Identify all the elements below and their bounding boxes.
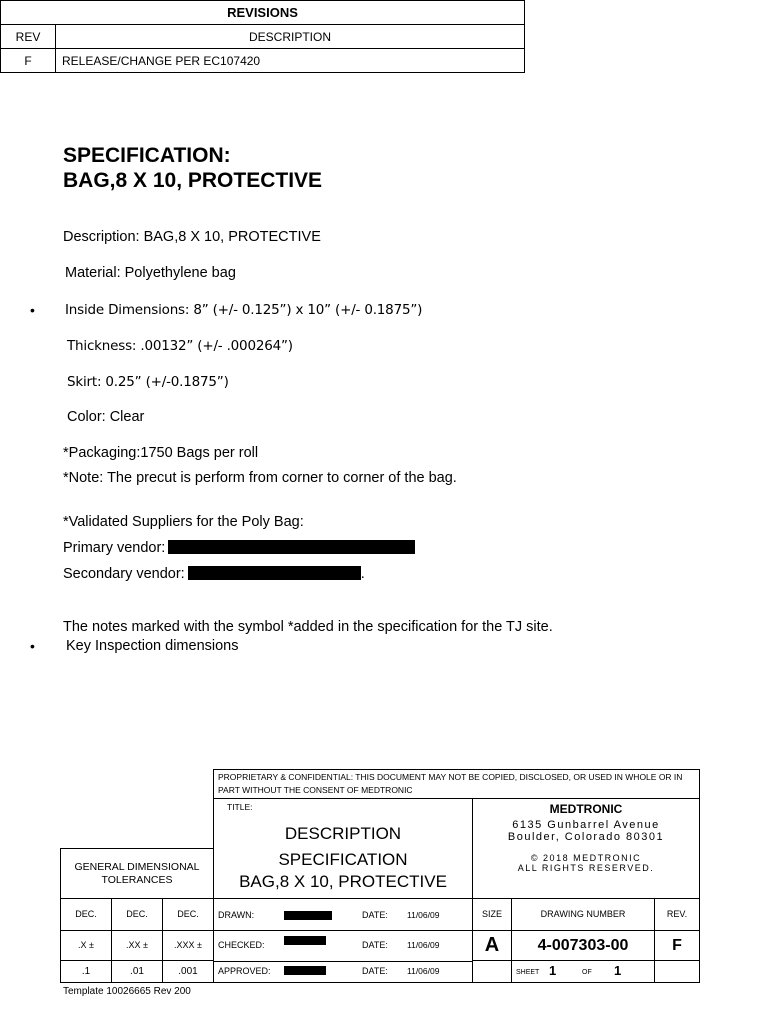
packaging-line: *Packaging:1750 Bags per roll — [63, 445, 259, 461]
secondary-vendor-period: . — [360, 566, 365, 582]
company-box — [472, 798, 700, 899]
of-label: OF — [582, 969, 592, 976]
revisions-heading: REVISIONS — [1, 1, 525, 25]
approved-label: APPROVED: — [218, 966, 271, 976]
primary-vendor-line — [63, 540, 415, 556]
rev-column-header: REV — [1, 25, 56, 49]
spec-title-line2: BAG,8 X 10, PROTECTIVE — [63, 169, 323, 192]
revision-description: RELEASE/CHANGE PER EC107420 — [56, 49, 525, 73]
primary-vendor-label: Primary vendor: — [63, 540, 166, 556]
sheet-label: SHEET — [516, 969, 540, 976]
tol-xxx-label: .XXX ± — [162, 930, 214, 961]
inside-dimensions-line: Inside Dimensions: 8” (+/- 0.125”) x 10” (+/- 0.1875”) — [65, 302, 423, 318]
drawn-date-label: DATE: — [362, 910, 388, 920]
sheet-cell — [511, 960, 655, 983]
tol-xx-label: .XX ± — [111, 930, 163, 961]
dec-label-1: DEC. — [60, 898, 112, 931]
rev-label: REV. — [654, 898, 700, 931]
tol-x-value: .1 — [60, 960, 112, 983]
tj-note-line: The notes marked with the symbol *added in the specification for the TJ site. — [63, 619, 553, 635]
primary-vendor-redaction — [168, 540, 415, 554]
title-line1: DESCRIPTION — [284, 824, 402, 843]
title-line2: SPECIFICATION — [278, 850, 408, 869]
secondary-vendor-label: Secondary vendor: — [63, 566, 185, 582]
rights-reserved: ALL RIGHTS RESERVED. — [517, 863, 655, 873]
tol-x-label: .X ± — [60, 930, 112, 961]
approved-date: 11/06/09 — [407, 966, 440, 976]
spec-title-line1: SPECIFICATION: — [63, 144, 231, 167]
template-footer: Template 10026665 Rev 200 — [63, 986, 191, 997]
title-text — [214, 821, 472, 895]
secondary-vendor-line — [63, 566, 365, 582]
dec-label-2: DEC. — [111, 898, 163, 931]
proprietary-notice: PROPRIETARY & CONFIDENTIAL: THIS DOCUMENT MAY NOT BE COPIED, DISCLOSED, OR USED IN WHOLE OR IN PART WITHOUT THE CONSENT OF MEDTRONIC — [213, 769, 700, 799]
revision-rev: F — [1, 49, 56, 73]
rev-empty-cell — [654, 960, 700, 983]
drawing-number-label: DRAWING NUMBER — [511, 898, 655, 931]
validated-suppliers-line: *Validated Suppliers for the Poly Bag: — [63, 514, 304, 530]
secondary-vendor-redaction — [188, 566, 361, 580]
checked-date-label: DATE: — [362, 940, 388, 950]
checked-label: CHECKED: — [218, 940, 265, 950]
drawing-number: 4-007303-00 — [511, 930, 655, 961]
tol-xxx-value: .001 — [162, 960, 214, 983]
drawn-redaction — [284, 911, 332, 920]
company-address1: 6135 Gunbarrel Avenue — [512, 819, 660, 831]
thickness-line: Thickness: .00132” (+/- .000264”) — [67, 338, 293, 354]
sheet-value: 1 — [549, 963, 557, 978]
description-column-header: DESCRIPTION — [56, 25, 525, 49]
checked-date: 11/06/09 — [407, 940, 440, 950]
of-value: 1 — [614, 963, 622, 978]
color-line: Color: Clear — [67, 409, 145, 425]
size-empty-cell — [472, 960, 512, 983]
material-line: Material: Polyethylene bag — [65, 265, 236, 281]
drawn-label: DRAWN: — [218, 910, 255, 920]
title-line3: BAG,8 X 10, PROTECTIVE — [239, 872, 447, 891]
tolerances-header: GENERAL DIMENSIONAL TOLERANCES — [60, 848, 214, 899]
approved-redaction — [284, 966, 326, 975]
key-inspection-line: Key Inspection dimensions — [66, 638, 239, 654]
company-name: MEDTRONIC — [549, 802, 623, 816]
size-value: A — [472, 930, 512, 961]
title-box — [213, 798, 473, 899]
dec-label-3: DEC. — [162, 898, 214, 931]
approved-date-label: DATE: — [362, 966, 388, 976]
rev-value: F — [654, 930, 700, 961]
note-line: *Note: The precut is perform from corner to corner of the bag. — [63, 470, 457, 486]
tol-xx-value: .01 — [111, 960, 163, 983]
bullet-symbol-2: • — [30, 638, 35, 654]
checked-redaction — [284, 936, 326, 945]
title-label: TITLE: — [227, 802, 253, 812]
signoff-divider-1 — [214, 930, 472, 931]
revisions-table — [0, 0, 525, 73]
drawn-date: 11/06/09 — [407, 910, 440, 920]
copyright: © 2018 MEDTRONIC — [530, 853, 642, 863]
bullet-symbol: • — [30, 302, 35, 318]
size-label: SIZE — [472, 898, 512, 931]
company-address2: Boulder, Colorado 80301 — [507, 831, 665, 843]
spec-title — [63, 143, 322, 193]
signoff-box — [213, 898, 473, 983]
description-line: Description: BAG,8 X 10, PROTECTIVE — [63, 229, 321, 245]
revision-row — [1, 49, 525, 73]
signoff-divider-2 — [214, 961, 472, 962]
title-block — [60, 769, 700, 983]
skirt-line: Skirt: 0.25” (+/-0.1875”) — [67, 374, 229, 390]
